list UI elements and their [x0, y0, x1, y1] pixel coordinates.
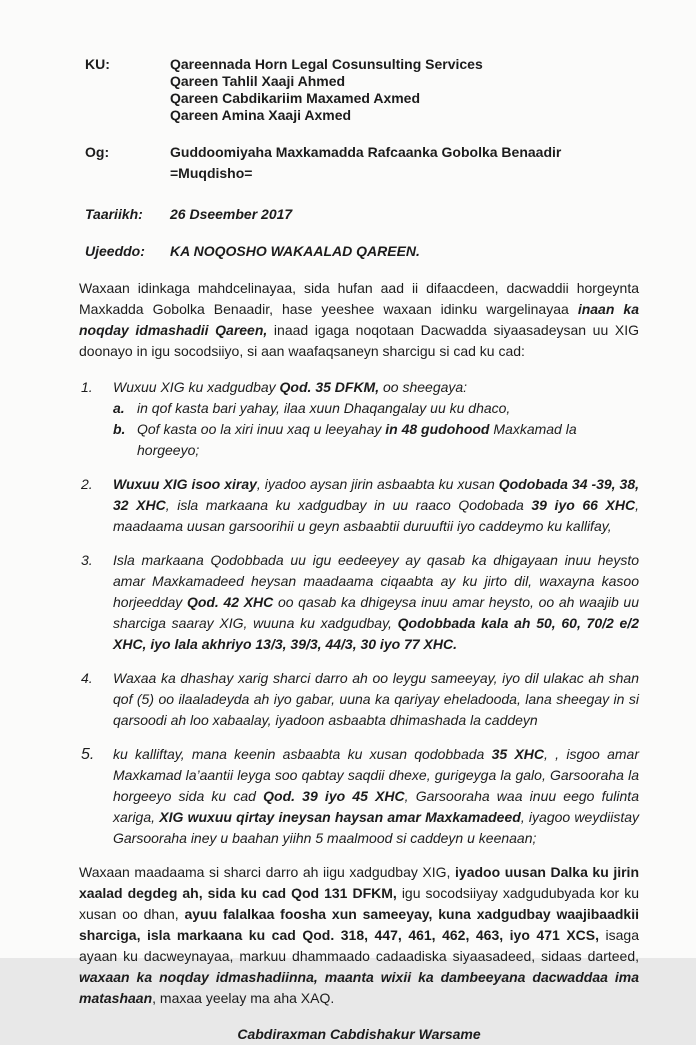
attention-row	[79, 142, 639, 184]
sub-item-text: Qof kasta oo la xiri inuu xaq u leeyahay in 48 gudohood Maxkamad la horgeeyo;	[137, 421, 577, 458]
attention-suffix: =Muqdisho=	[170, 165, 253, 181]
intro-paragraph: Waxaan idinkaga mahdcelinayaa, sida hufan aad ii difaacdeen, dacwaddii horgeynta Maxkadda Gobolka Benaadir, hase yeeshee waxaan idinku wargelinayaa inaan ka noqday idmashadii Qareen, inaad igaga noqotaan Dacwadda siyaasadeysan uu XIG doonayo in igu socodsiiyo, si aan waafaqsaneyn sharcigu si cad ku cad:	[79, 280, 639, 359]
sub-item-b	[113, 419, 639, 461]
sub-item-marker: b.	[113, 421, 126, 437]
list-item-number: 5.	[81, 746, 95, 763]
subject-value: KA NOQOSHO WAKAALAD QAREEN.	[170, 243, 420, 259]
list-item-5	[79, 744, 639, 849]
sub-list	[113, 398, 639, 461]
date-label: Taariikh:	[85, 206, 143, 222]
list-item-4	[79, 668, 639, 731]
closing-paragraph: Waxaan maadaama si sharci darro ah iigu xadgudbay XIG, iyadoo uusan Dalka ku jirin xaalad degdeg ah, sida ku cad Qod 131 DFKM, igu socodsiiyay xadgudubyada kor ku xusan oo dhan, ayuu falalkaa foosha xun sameeyay, kuna xadgudbay waajibaadkii sharciga, isla markaana ku cad Qod. 318, 447, 461, 462, 463, iyo 471 XCS, isaga ayaan ku dacweynayaa, markuu dhammaado cadaadiska siyaasadeed, sidaas darteed, waxaan ka noqday idmashadiinna, maanta wixii ka dambeeyana dacwaddaa ima matashaan, maxaa yeelay ma aha XAQ.	[79, 864, 640, 1006]
sub-item-text: in qof kasta bari yahay, ilaa xuun Dhaqangalay uu ku dhaco,	[137, 400, 511, 416]
numbered-list	[79, 377, 639, 849]
signature: Cabdiraxman Cabdishakur Warsame	[237, 1026, 481, 1042]
recipient-line: Qareennada Horn Legal Cosunsulting Services	[170, 56, 483, 72]
list-item-number: 1.	[81, 379, 93, 395]
list-item-3	[79, 550, 639, 655]
recipient-line: Qareen Amina Xaaji Axmed	[170, 107, 352, 123]
subject-label: Ujeeddo:	[85, 243, 145, 259]
list-item-text: Wuxuu XIG ku xadgudbay Qod. 35 DFKM, oo sheegaya: a. in qof kasta bari yahay, ilaa xuun Dhaqangalay uu ku dhaco, b. Qof kasta oo la xiri inuu xaq u leeyahay in 48 gudohood Maxkamad la horgeeyo;	[113, 377, 639, 461]
recipient-line: Qareen Cabdikariim Maxamed Axmed	[170, 90, 421, 106]
attention-value: Guddoomiyaha Maxkamadda Rafcaanka Gobolka Benaadir	[170, 144, 562, 160]
list-item-text: ku kalliftay, mana keenin asbaabta ku xusan qodobbada 35 XHC, , isgoo amar Maxkamad la’aantii leyga soo qabtay saqdii dhexe, gurigeyga la galo, Garsooraha la horgeeyo sida ku cad Qod. 39 iyo 45 XHC, Garsooraha waa inuu eego fulinta xariga, XIG wuxuu qirtay ineysan haysan amar Maxkamadeed, iyagoo weydiistay Garsooraha iney u baahan yiihn 5 maalmood si caddeyn u keenaan;	[113, 746, 639, 846]
sub-item-marker: a.	[113, 400, 125, 416]
date-value: 26 Dseember 2017	[170, 206, 293, 222]
list-item-number: 2.	[81, 476, 93, 492]
attention-value-wrap	[170, 142, 639, 184]
list-item-text: Wuxuu XIG isoo xiray, iyadoo aysan jirin asbaabta ku xusan Qodobada 34 -39, 38, 32 XHC, isla markaana ku xadgudbay in uu raaco Qodobada 39 iyo 66 XHC, maadaama uusan garsoorihii u geyn asbaabtii duruuftii iyo caddeymo ku kallifay,	[113, 476, 639, 534]
list-item-1	[79, 377, 639, 461]
list-item-number: 3.	[81, 552, 93, 568]
recipient-line: Qareen Tahlil Xaaji Ahmed	[170, 73, 346, 89]
recipients-block	[79, 56, 639, 124]
attention-label: Og:	[85, 144, 110, 160]
recipients-label: KU:	[85, 56, 110, 72]
list-item-text: Isla markaana Qodobbada uu igu eedeeyey ay qasab ka dhigayaan inuu heysto amar Maxkamadeed heysan maadaama ciqaabta ay ku jirto dil, waxayna kasoo horjeedday Qod. 42 XHC oo qasab ka dhigeysa inuu amar heysto, oo ah waajib uu sharciga saaray XIG, wuuna ku xadgudbay, Qodobbada kala ah 50, 60, 70/2 e/2 XHC, iyo lala akhriyo 13/3, 39/3, 44/3, 30 iyo 77 XHC.	[113, 552, 639, 652]
date-row	[79, 204, 639, 225]
list-item-text: Waxaa ka dhashay xarig sharci darro ah oo leygu sameeyay, iyo dil ulakac ah shan qof (5) oo ilaaladeyda ah iyo gabar, uuna ka qariyay eheladooda, lana sheegay in si qarsoodi ah loo xabaalay, iyadoon asbaabta dhimashada la caddeyn	[113, 670, 639, 728]
sub-item-a	[113, 398, 639, 419]
subject-row	[79, 241, 639, 262]
list-item-2	[79, 474, 639, 537]
recipients-lines	[170, 56, 639, 124]
list-item-number: 4.	[81, 670, 93, 686]
